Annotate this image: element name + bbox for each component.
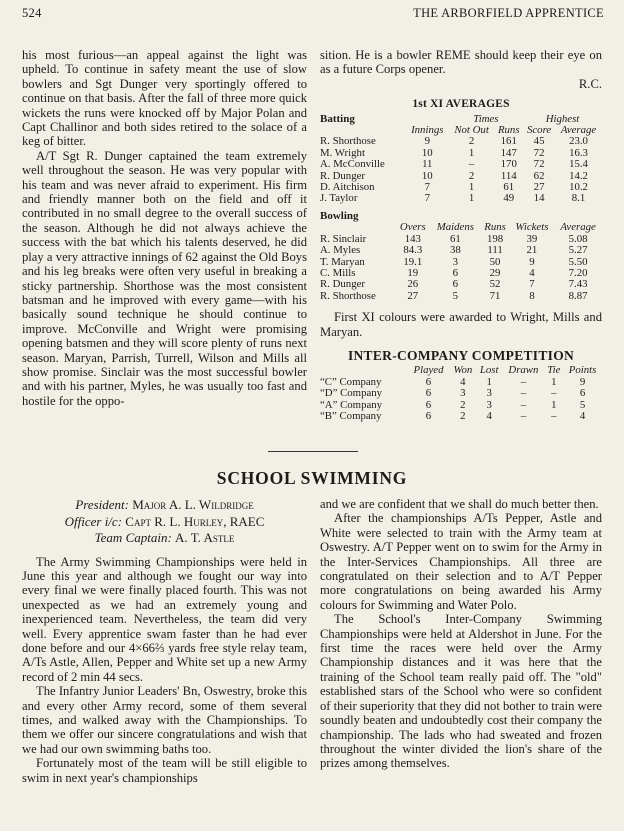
cell-maidens: 6 bbox=[452, 266, 459, 279]
column-header: Overs bbox=[399, 221, 426, 234]
row-name: “B” Company bbox=[320, 409, 382, 422]
bowling-table bbox=[320, 211, 602, 302]
column-header: Played bbox=[413, 364, 444, 377]
cell-wickets: 4 bbox=[529, 266, 535, 279]
cell-played: 6 bbox=[425, 409, 432, 422]
official-role: President: bbox=[75, 497, 129, 512]
column-header: Average bbox=[560, 124, 597, 137]
cell-played: 6 bbox=[425, 375, 432, 388]
table-row bbox=[320, 245, 602, 256]
table-row bbox=[320, 411, 602, 422]
column-header: Score bbox=[526, 124, 552, 137]
inter-company-table bbox=[320, 365, 602, 422]
row-name: R. Shorthose bbox=[320, 289, 376, 302]
official-role: Team Captain: bbox=[94, 530, 172, 545]
signature: R.C. bbox=[578, 76, 602, 91]
official-line bbox=[22, 514, 307, 531]
row-name: “D” Company bbox=[320, 387, 383, 400]
cell-played: 6 bbox=[425, 398, 432, 411]
swimming-paragraph: Fortunately most of the team will be still eligible to swim in next year's championships bbox=[22, 756, 307, 785]
cell-average: 23.0 bbox=[569, 135, 588, 148]
table-row bbox=[320, 234, 602, 245]
cell-tie: – bbox=[551, 387, 557, 400]
cell-tie: – bbox=[551, 409, 557, 422]
cell-runs: 147 bbox=[500, 146, 517, 159]
swimming-paragraph: The Army Swimming Championships were held in June this year and although we fought our way into every final we were finally placed fourth. This was not unexpected as we had an extremely young and inexperienced team. Nevertheless, the team did very well. Every apprentice swam faster than he had ever done before and our 4×66⅔ yards free style relay team, A/Ts Astle, Allen, Pepper and White set up a new Army record of 2 min 44 secs. bbox=[22, 554, 307, 684]
table-row bbox=[320, 257, 602, 268]
cell-score: 14 bbox=[533, 192, 545, 205]
cell-wickets: 7 bbox=[529, 278, 535, 291]
official-name: Major A. L. Wildridge bbox=[132, 497, 254, 512]
cell-innings: 7 bbox=[424, 192, 430, 205]
cell-score: 72 bbox=[533, 158, 545, 171]
table-row bbox=[320, 291, 602, 302]
cell-innings: 10 bbox=[421, 146, 433, 159]
cell-runs: 29 bbox=[489, 266, 501, 279]
cell-drawn: – bbox=[520, 398, 527, 411]
swimming-paragraph: The School's Inter-Company Swimming Championships were held at Aldershot in June. For the first time the races were held over the Army Championship distances and it was here that the training of the School team really paid off. The "old" established stars of the School who were so confident of their superiority that they did not bother to train were soundly beaten and undoubtedly cost their company the championship. The lads who had sweated and frozen throughout the winter divided the lion's share of the prizes among themselves. bbox=[320, 612, 602, 771]
cell-runs: 71 bbox=[489, 289, 501, 302]
running-title: THE ARBORFIELD APPRENTICE bbox=[413, 6, 604, 20]
swimming-paragraph: After the championships A/Ts Pepper, Astle and White were selected to train with the Army team at Oswestry. A/T Pepper went on to swim for the Army in the Inter-Services Championships. All three are congratulated on their selection and to A/T Pepper more congratulations on being awarded his Army colours for Swimming and Water Polo. bbox=[320, 511, 602, 612]
cell-points: 4 bbox=[579, 409, 586, 422]
cell-not-out: 2 bbox=[468, 169, 475, 182]
cell-won: 3 bbox=[460, 387, 466, 400]
cell-innings: 9 bbox=[424, 135, 430, 148]
cell-not-out: 1 bbox=[468, 181, 475, 194]
table-row bbox=[320, 388, 602, 399]
cell-points: 6 bbox=[579, 387, 586, 400]
cell-average: 5.27 bbox=[568, 244, 588, 257]
column-header: Maidens bbox=[436, 221, 474, 234]
cell-not-out: 1 bbox=[468, 192, 475, 205]
row-name: C. Mills bbox=[320, 266, 356, 279]
cell-average: 14.2 bbox=[569, 169, 588, 182]
cell-wickets: 39 bbox=[526, 232, 538, 245]
cell-score: 27 bbox=[533, 181, 545, 194]
batting-table bbox=[320, 114, 602, 205]
row-name: J. Taylor bbox=[320, 192, 358, 205]
section-title: SCHOOL SWIMMING bbox=[216, 468, 408, 488]
cell-average: 7.20 bbox=[568, 266, 588, 279]
cricket-left-column bbox=[22, 48, 307, 408]
swimming-paragraph: The Infantry Junior Leaders' Bn, Oswestry, broke this and every other Army record, some of them several times, and walked away with the Championships. To them we offer our sincere congratulations and wish that we had our own swimming baths too. bbox=[22, 684, 307, 756]
cell-runs: 161 bbox=[500, 135, 517, 148]
cell-drawn: – bbox=[520, 409, 527, 422]
row-name: R. Dunger bbox=[320, 169, 365, 182]
row-name: A. Myles bbox=[320, 244, 361, 257]
row-name: “A” Company bbox=[320, 398, 383, 411]
cricket-paragraph: his most furious—an appeal against the light was upheld. To continue in safety meant the use of slow bowlers and Sgt Dunger very sportingly offered to continue on that basis. After the fall of three more quick wickets the runs were knocked off by Major Polan and Capt Challinor and both sides retired to the solace of a keg of bitter. bbox=[22, 48, 307, 149]
cell-not-out: 2 bbox=[468, 135, 475, 148]
column-header: Wickets bbox=[515, 221, 549, 234]
row-name: D. Aitchison bbox=[320, 181, 375, 194]
cell-runs: 170 bbox=[500, 158, 517, 171]
cell-maidens: 6 bbox=[452, 278, 459, 291]
table-row bbox=[320, 182, 602, 193]
cell-runs: 198 bbox=[486, 232, 504, 245]
section-divider bbox=[268, 451, 358, 452]
batting-label: Batting bbox=[320, 112, 355, 125]
column-header: Won bbox=[453, 364, 473, 377]
cell-drawn: – bbox=[520, 375, 527, 388]
cell-average: 7.43 bbox=[568, 278, 588, 291]
row-name: M. Wright bbox=[320, 146, 365, 159]
cell-played: 6 bbox=[425, 387, 432, 400]
column-header: Points bbox=[568, 364, 597, 377]
cell-won: 2 bbox=[460, 409, 466, 422]
cell-not-out: – bbox=[468, 158, 475, 171]
cell-runs: 52 bbox=[489, 278, 501, 291]
cell-won: 2 bbox=[460, 398, 466, 411]
cell-maidens: 61 bbox=[449, 232, 461, 245]
swimming-paragraph: and we are confident that we shall do much better then. bbox=[320, 497, 599, 511]
column-header: Runs bbox=[484, 221, 506, 234]
colours-paragraph: First XI colours were awarded to Wright, Mills and Maryan. bbox=[320, 310, 602, 339]
cricket-right-column bbox=[320, 48, 602, 422]
inter-company-title: INTER-COMPANY COMPETITION bbox=[347, 347, 575, 363]
cell-average: 15.4 bbox=[569, 158, 588, 171]
cell-innings: 10 bbox=[421, 169, 433, 182]
group-header-highest: Highest bbox=[545, 112, 580, 125]
cell-average: 5.08 bbox=[568, 232, 588, 245]
row-name: R. Shorthose bbox=[320, 135, 376, 148]
cell-points: 9 bbox=[579, 375, 586, 388]
official-name: A. T. Astle bbox=[175, 530, 235, 545]
cell-score: 72 bbox=[533, 146, 545, 159]
official-line bbox=[22, 530, 307, 547]
column-header: Average bbox=[560, 221, 596, 234]
officials-block bbox=[22, 497, 307, 547]
swimming-left-column bbox=[22, 497, 307, 785]
cell-innings: 11 bbox=[422, 158, 433, 171]
cell-overs: 143 bbox=[404, 232, 421, 245]
cell-average: 10.2 bbox=[569, 181, 588, 194]
cell-wickets: 21 bbox=[526, 244, 538, 257]
cell-lost: 1 bbox=[486, 375, 492, 388]
cell-overs: 26 bbox=[407, 278, 419, 291]
cell-won: 4 bbox=[460, 375, 466, 388]
swimming-right-column bbox=[320, 497, 602, 771]
cell-score: 45 bbox=[533, 135, 545, 148]
column-header: Lost bbox=[479, 364, 499, 377]
cell-wickets: 8 bbox=[529, 289, 535, 302]
averages-title: 1st XI AVERAGES bbox=[412, 98, 510, 111]
cell-average: 5.50 bbox=[568, 255, 588, 268]
cricket-paragraph: sition. He is a bowler REME should keep their eye on as a future Corps opener. bbox=[320, 48, 602, 77]
page-header bbox=[22, 6, 604, 26]
cell-tie: 1 bbox=[551, 375, 557, 388]
cell-overs: 19 bbox=[407, 266, 419, 279]
cell-maidens: 5 bbox=[452, 289, 459, 302]
row-name: R. Sinclair bbox=[320, 232, 367, 245]
cell-runs: 50 bbox=[489, 255, 501, 268]
cell-lost: 3 bbox=[486, 387, 492, 400]
cell-overs: 84.3 bbox=[403, 244, 423, 257]
cell-tie: 1 bbox=[551, 398, 557, 411]
cell-overs: 19.1 bbox=[403, 255, 423, 268]
row-name: A. McConville bbox=[320, 158, 385, 171]
official-name: Capt R. L. Hurley, RAEC bbox=[125, 513, 265, 529]
row-name: R. Dunger bbox=[320, 278, 365, 291]
cell-runs: 114 bbox=[500, 169, 517, 182]
cell-innings: 7 bbox=[424, 181, 430, 194]
column-header: Drawn bbox=[508, 364, 539, 377]
official-role: Officer i/c: bbox=[64, 513, 123, 529]
row-name: “C” Company bbox=[320, 375, 382, 388]
cell-runs: 49 bbox=[503, 192, 515, 205]
column-header: Tie bbox=[547, 364, 561, 377]
cell-overs: 27 bbox=[407, 289, 419, 302]
column-header: Not Out bbox=[454, 124, 489, 137]
cell-not-out: 1 bbox=[468, 146, 475, 159]
group-header-times: Times bbox=[473, 112, 499, 125]
cell-points: 5 bbox=[579, 398, 586, 411]
column-header: Runs bbox=[497, 124, 520, 137]
cell-wickets: 9 bbox=[529, 255, 535, 268]
cell-lost: 3 bbox=[486, 398, 492, 411]
bowling-label: Bowling bbox=[320, 209, 359, 222]
cell-score: 62 bbox=[533, 169, 545, 182]
table-row bbox=[320, 159, 602, 170]
column-header: Innings bbox=[411, 124, 444, 137]
cell-average: 8.87 bbox=[568, 289, 588, 302]
cell-maidens: 3 bbox=[452, 255, 459, 268]
row-name: T. Maryan bbox=[320, 255, 365, 268]
cell-runs: 61 bbox=[503, 181, 515, 194]
cell-average: 16.3 bbox=[569, 146, 588, 159]
cell-lost: 4 bbox=[486, 409, 492, 422]
cell-average: 8.1 bbox=[571, 192, 586, 205]
cell-maidens: 38 bbox=[449, 244, 461, 257]
cell-drawn: – bbox=[520, 387, 527, 400]
table-row bbox=[320, 193, 602, 204]
page-number: 524 bbox=[22, 6, 42, 20]
table-row bbox=[320, 279, 602, 290]
cell-runs: 111 bbox=[487, 244, 503, 257]
cricket-paragraph: A/T Sgt R. Dunger captained the team extremely well throughout the season. He was very popular with his team and was never afraid to experiment. His firm and friendly manner both on the field and off it contributed in no small degree to the overall success of the season. Although he did not always achieve the success with the bat which his talents deserved, he did play a very attractive innings of 62 against the Old Boys and his leg breaks were often very useful in breaking a sticky partnership. Shorthose was the most consistent batsman and he improved with every game—with his basically sound technique he should continue to improve. McConville and Wright were promising opening batsmen and they will score plenty of runs next season. Maryan, Parrish, Turrell, Wilson and Mills all show promise. Sinclair was the most successful bowler and with his partner, Myles, he was usually too fast and hostile for the oppo- bbox=[22, 148, 307, 408]
official-line bbox=[22, 497, 307, 514]
